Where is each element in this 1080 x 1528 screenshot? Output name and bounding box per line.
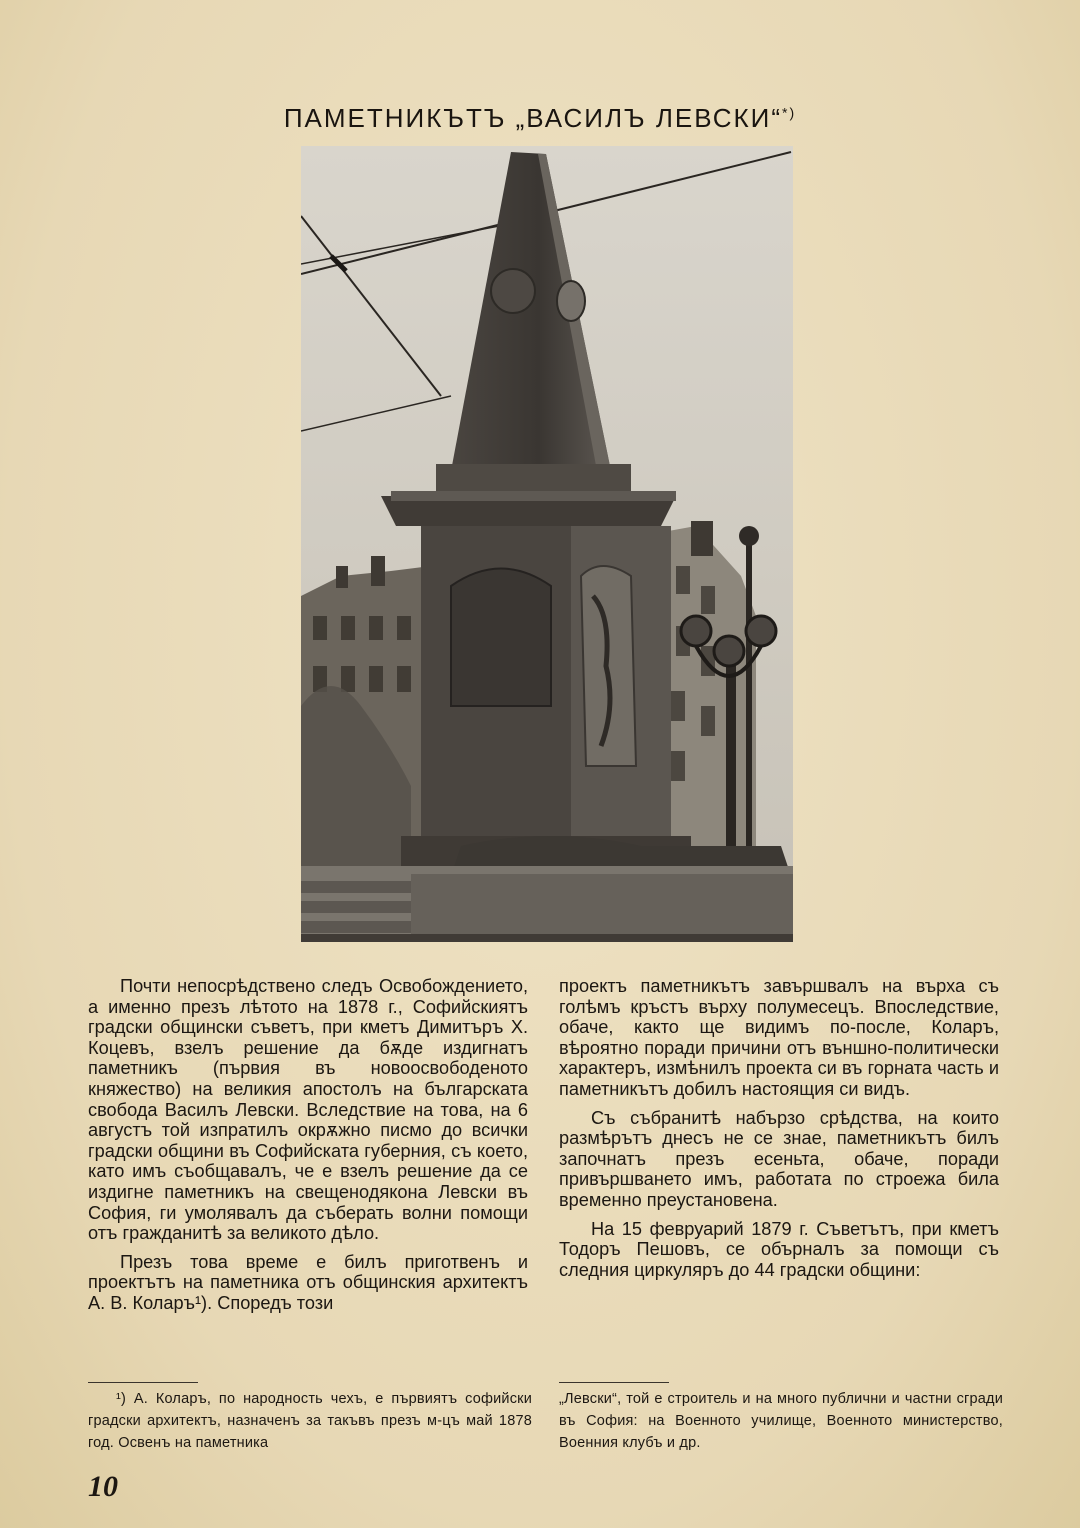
footnote-left	[88, 1388, 532, 1454]
footnote-rule-right	[559, 1382, 669, 1383]
left-column	[88, 976, 528, 1314]
footnote-right	[559, 1388, 1003, 1454]
footnote-rule	[88, 1382, 198, 1383]
page-number: 10	[88, 1470, 118, 1503]
title-footnote-mark: *)	[782, 104, 797, 121]
monument-photo	[301, 146, 793, 942]
left-paragraph-2: Презъ това време е билъ приготвенъ и проектътъ на паметника отъ общинския архитектъ А. В. Коларъ¹). Споредъ този	[88, 1251, 528, 1313]
right-paragraph-1: проектъ паметникътъ завършвалъ на върха съ голѣмъ кръстъ върху полумесецъ. Впоследствие, обаче, както ще видимъ по-после, Коларъ, вѣроятно поради причини отъ външно-политически характеръ, измѣнилъ проекта си въ горната часть и паметникътъ добилъ настоящия си видъ.	[559, 976, 999, 1099]
right-paragraph-2: Съ събранитѣ набързо срѣдства, на които размѣрътъ днесъ не се знае, паметникътъ билъ започнатъ презъ есеньта, обаче, поради привършването имъ, работата по строежа била временно преустановена.	[559, 1107, 999, 1210]
right-column	[559, 976, 999, 1280]
footnote-left-text: ¹) А. Коларъ, по народность чехъ, е първиятъ софийски градски архитектъ, назначенъ за такъвъ презъ м-цъ май 1878 год. Освенъ на паметника	[88, 1391, 532, 1451]
article-title-text: ПАМЕТНИКЪТЪ „ВАСИЛЪ ЛЕВСКИ“	[283, 103, 783, 134]
footnote-right-text: „Левски“, той е строитель и на много публични и частни сгради въ София: на Военното училище, Военното министерство, Военния клубъ и др.	[559, 1391, 1003, 1451]
left-paragraph-1: Почти непосрѣдствено следъ Освобождението, а именно презъ лѣтото на 1878 г., Софийскиятъ градски общински съветъ, при кметъ Димитъръ Х. Коцевъ, взелъ решение да бѫде издигнатъ паметникъ (първия въ новоосвободеното княжество) на великия апостолъ на българската свобода Василъ Левски. Вследствие на това, на 6 августъ той изпратилъ окрѫжно писмо до всички градски общини въ Софийската губерния, съ което, като имъ съобщавалъ, че е взелъ решение да се издигне паметникъ на свещенодякона Левски въ София, ги умолявалъ да съберать волни помощи отъ гражданитѣ за великото дѣло.	[88, 976, 528, 1244]
article-title	[0, 103, 1080, 134]
monument-photo-icon	[301, 146, 793, 942]
right-paragraph-3: На 15 февруарий 1879 г. Съветътъ, при кметъ Тодоръ Пешовъ, се обърналъ за помощи съ следния циркуляръ до 44 градски общини:	[559, 1218, 999, 1280]
